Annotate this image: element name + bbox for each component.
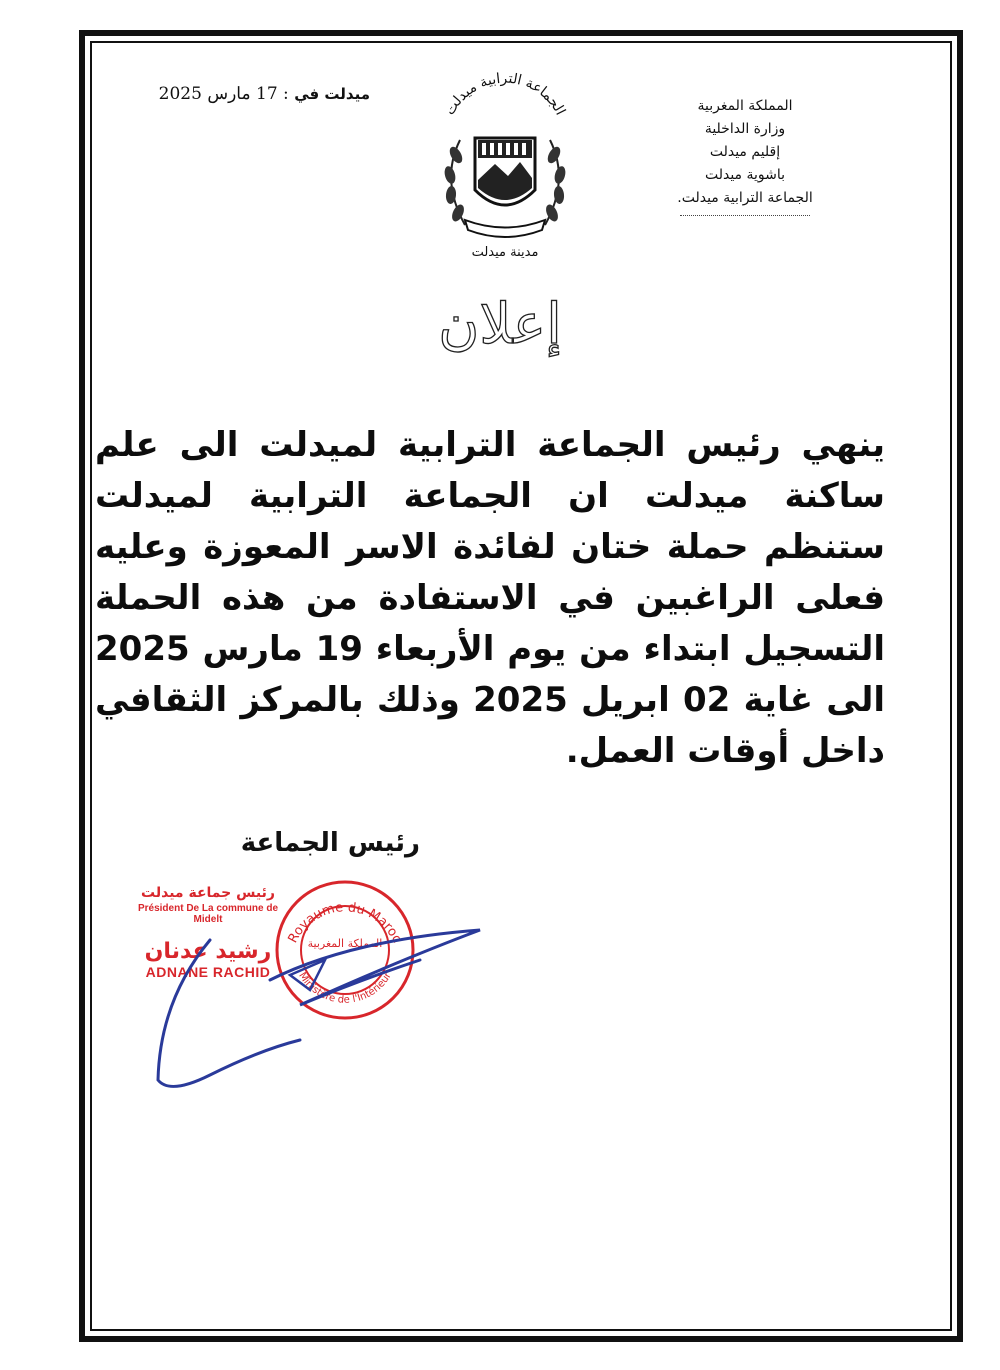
announcement-body: ينهي رئيس الجماعة الترابية لميدلت الى علم ساكنة ميدلت ان الجماعة الترابية لميدلت ستنظم حملة ختان لفائدة الاسر المعوزة وعليه فعلى الراغبين في الاستفادة من هذه الحملة التسجيل ابتداء من يوم الأربعاء 19 مارس 2025 الى غاية 02 ابريل 2025 وذلك بالمركز الثقافي داخل أوقات العمل.: [95, 425, 886, 771]
header-line-kingdom: المملكة المغربية: [697, 98, 793, 114]
header-line-pashalik: باشوية ميدلت: [704, 167, 786, 183]
seal-top-text: Royaume du Maroc: [285, 900, 405, 946]
date-place: ميدلت في: [294, 85, 370, 103]
announcement-title: إعلان: [438, 292, 562, 357]
emblem-arc-text: الجماعة الترابية ميدلت: [441, 70, 569, 118]
emblem-icon: [420, 60, 590, 260]
header-dotted-line: [680, 214, 810, 216]
ministry-header: [640, 95, 850, 216]
header-line-ministry: وزارة الداخلية: [704, 121, 786, 137]
seal-inner-text: المملكة المغربية: [307, 937, 383, 950]
handwritten-signature: [150, 920, 510, 1100]
signature-icon: [150, 920, 510, 1100]
date-line: [130, 84, 370, 104]
stamp-line-fr: Président De La commune de Midelt: [137, 903, 279, 925]
header-line-commune: الجماعة الترابية ميدلت.: [677, 190, 813, 206]
header-line-province: إقليم ميدلت: [709, 144, 781, 160]
municipality-emblem: [420, 60, 590, 260]
stamp-line-ar: رئيس جماعة ميدلت: [141, 885, 275, 901]
seal-bottom-text: Ministère de l'Intérieur: [296, 970, 394, 1006]
emblem-caption: مدينة ميدلت: [471, 245, 539, 260]
stamp-name-fr: ADNANE RACHID: [145, 964, 271, 980]
date-value: : 17 مارس 2025: [158, 84, 289, 104]
signature-title: رئيس الجماعة: [240, 828, 420, 858]
stamp-name-ar: رشيد عدنان: [144, 939, 272, 964]
